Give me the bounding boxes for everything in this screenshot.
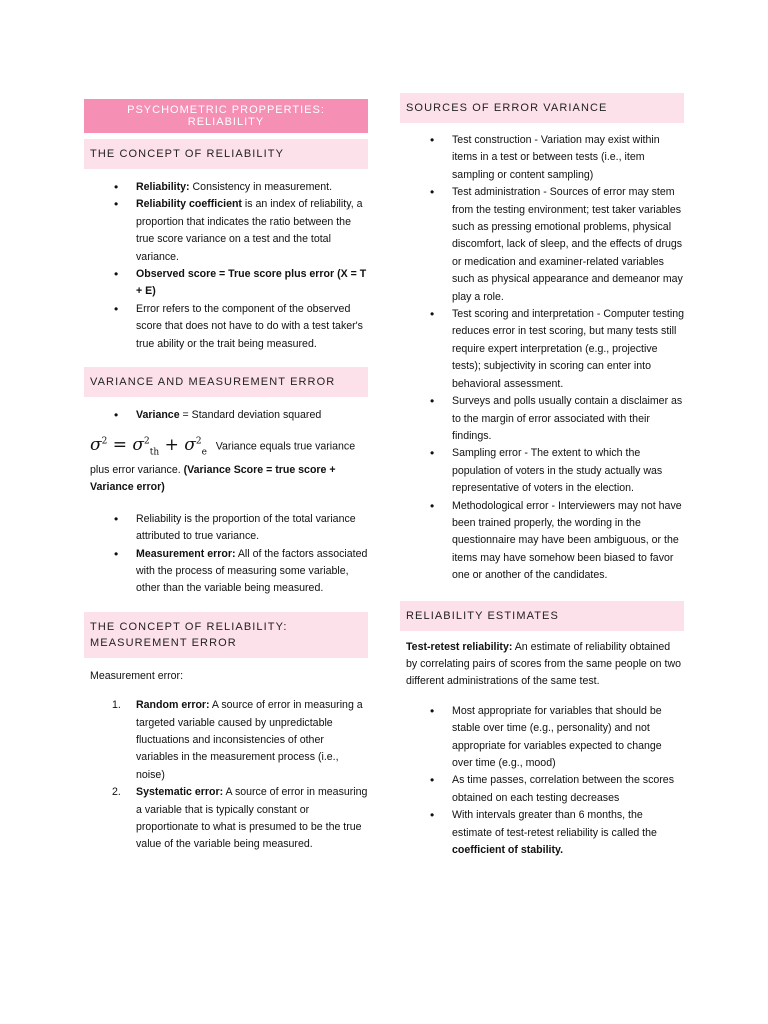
variance-formula-block — [84, 433, 368, 496]
list-item: • Test administration - Sources of error may stem from the testing environment; test taker variables such as pressing emotional problems, physical discomfort, lack of sleep, and the effects of drugs or medication and examiner-related variables such as physical appearance and demeanor may play a role. — [400, 184, 684, 306]
list-item: • Error refers to the component of the observed score that does not have to do with a test taker's true ability or the trait being measured. — [84, 301, 368, 353]
list-item: 2. Systematic error: A source of error in measuring a variable that is typically constant or proportionate to what is presumed to be the true value of the variable being measured. — [112, 786, 368, 851]
reliability-list — [84, 179, 368, 353]
list-item: • Sampling error - The extent to which the population of voters in the study actually was representative of voters in the election. — [400, 445, 684, 497]
list-item: • Test construction - Variation may exist within items in a test or between tests (i.e., item sampling or content sampling) — [400, 132, 684, 184]
test-retest-list — [400, 703, 684, 860]
list-item: • Test scoring and interpretation - Computer testing reduces error in test scoring, but many tests still require expert interpretation (e.g., projective tests); subjectivity in scoring can enter into behavioral assessment. — [400, 306, 684, 393]
right-column — [400, 93, 684, 859]
variance-list-2 — [84, 511, 368, 598]
measurement-error-intro: Measurement error: — [90, 669, 184, 682]
formula-description: Variance equals true variance plus error variance. — [90, 441, 356, 476]
section-heading-variance: VARIANCE AND MEASUREMENT ERROR — [84, 367, 368, 397]
list-item: 1. Random error: A source of error in measuring a targeted variable caused by unpredictable fluctuations and inconsistencies of other variables in the measurement process (i.e., noise) — [112, 699, 363, 781]
formula-description-bold: (Variance Score = true score + Variance error) — [90, 463, 336, 494]
sources-list — [400, 132, 684, 585]
list-item: • Measurement error: All of the factors associated with the process of measuring some variable, other than the variable being measured. — [84, 546, 368, 598]
measurement-error-list — [84, 697, 368, 854]
document-title: PSYCHOMETRIC PROPPERTIES: RELIABILITY — [84, 99, 368, 133]
variance-formula: $\sigma^2 = \sigma^2_{th} + \sigma^2_e$ — [90, 435, 207, 458]
list-item: • Reliability: Consistency in measurement. — [84, 179, 368, 196]
variance-list — [84, 407, 368, 424]
test-retest-intro: Test-retest reliability: An estimate of reliability obtained by correlating pairs of scores from the same people on two different administrations of the same test. — [406, 640, 681, 688]
list-item: • Surveys and polls usually contain a disclaimer as to the margin of error associated with their findings. — [400, 393, 684, 445]
list-item: • As time passes, correlation between the scores obtained on each testing decreases — [400, 772, 684, 807]
section-heading-sources-of-error: SOURCES OF ERROR VARIANCE — [400, 93, 684, 123]
list-item: • Reliability is the proportion of the total variance attributed to true variance. — [84, 511, 368, 546]
list-item: • With intervals greater than 6 months, the estimate of test-retest reliability is called the coefficient of stability. — [400, 807, 684, 859]
list-item: • Observed score = True score plus error (X = T + E) — [84, 266, 368, 301]
list-item: • Methodological error - Interviewers may not have been trained properly, the wording in the questionnaire may have been ambiguous, or the items may have somehow been biased to favor one or another of the candidates. — [400, 498, 684, 585]
list-item: • Reliability coefficient is an index of reliability, a proportion that indicates the ratio between the true score variance on a test and the total variance. — [84, 196, 368, 266]
section-heading-concept-of-reliability: THE CONCEPT OF RELIABILITY — [84, 139, 368, 169]
section-heading-reliability-estimates: RELIABILITY ESTIMATES — [400, 601, 684, 631]
list-item: • Most appropriate for variables that should be stable over time (e.g., personality) and not appropriate for variables expected to change over time (e.g., mood) — [400, 703, 684, 773]
list-item: • Variance = Standard deviation squared — [84, 407, 368, 424]
left-column — [84, 99, 368, 854]
section-heading-measurement-error: THE CONCEPT OF RELIABILITY: MEASUREMENT ERROR — [84, 612, 368, 658]
